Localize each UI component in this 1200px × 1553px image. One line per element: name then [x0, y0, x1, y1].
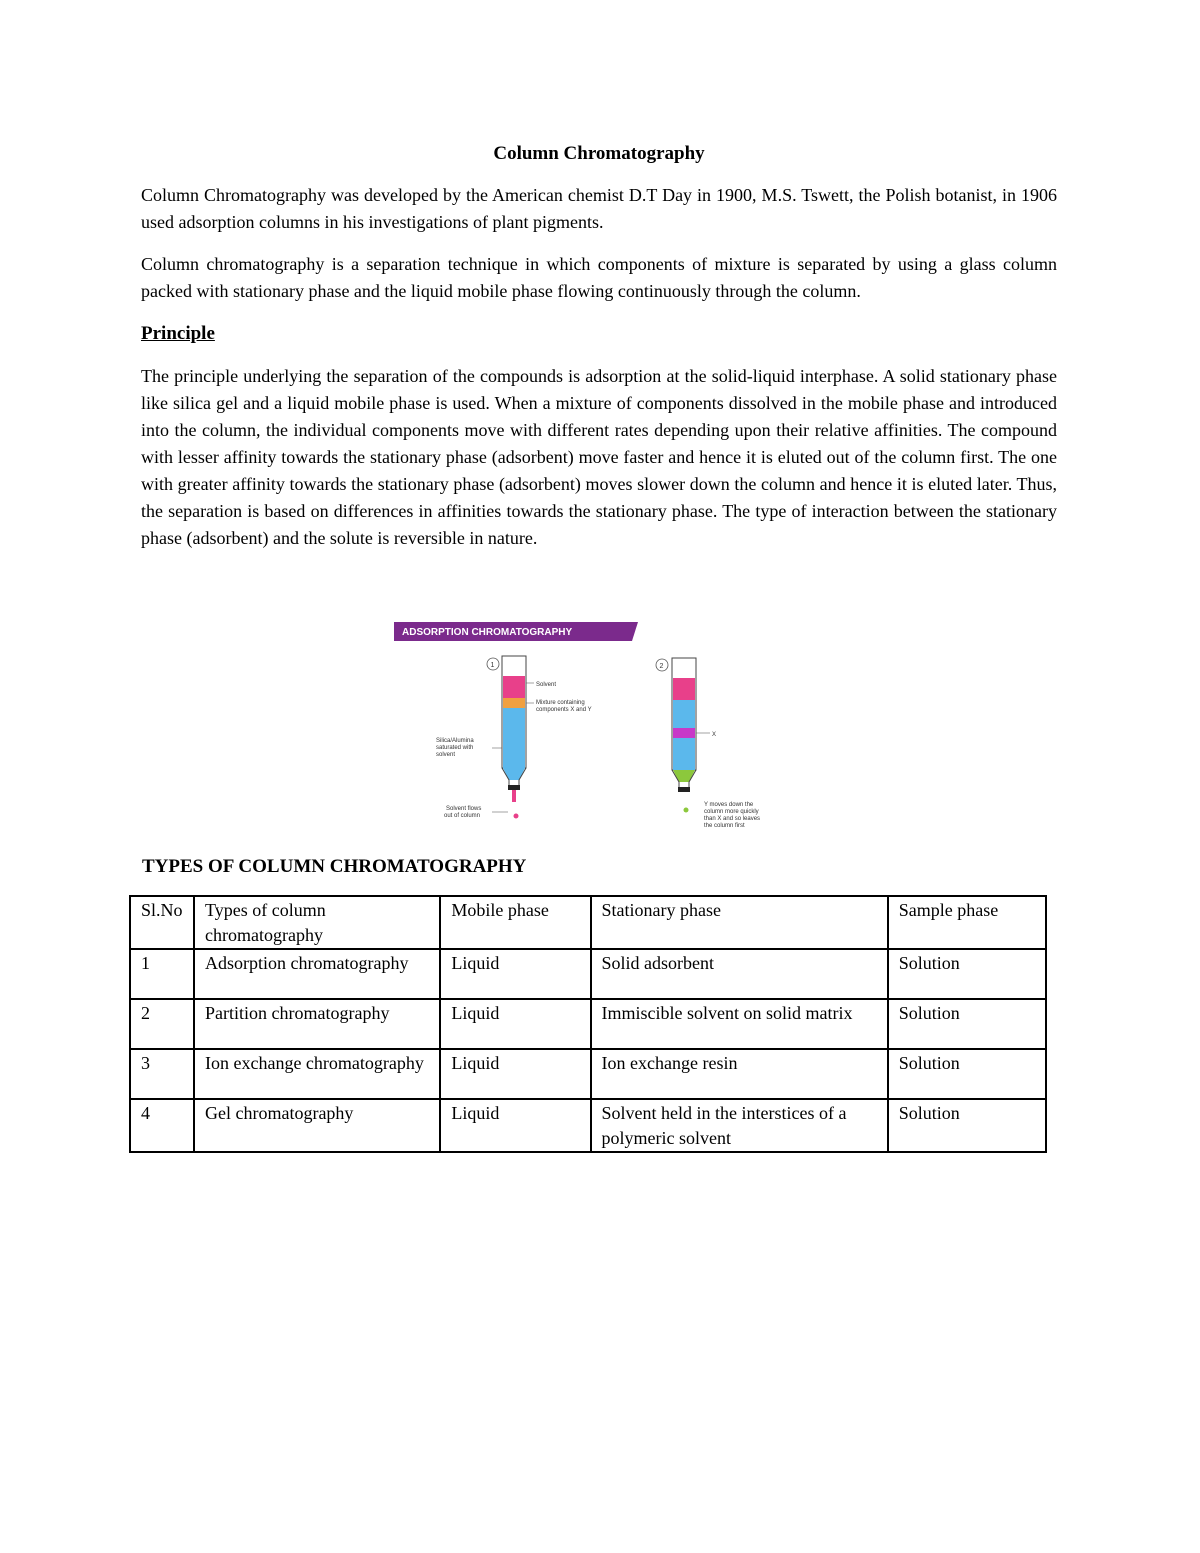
label-y-line1: Y moves down the — [704, 802, 754, 808]
cell-stationary-phase: Solvent held in the interstices of a polymeric solvent — [591, 1099, 888, 1152]
header-stationary-phase: Stationary phase — [591, 896, 888, 949]
solvent-layer — [503, 676, 525, 698]
label-y-line3: than X and so leaves — [704, 816, 761, 822]
cell-mobile-phase: Liquid — [440, 1099, 590, 1152]
label-flow-line1: Solvent flows — [446, 806, 482, 812]
stopcock-1 — [508, 785, 520, 790]
step-1-number: 1 — [490, 662, 495, 669]
cell-type: Ion exchange chromatography — [194, 1049, 440, 1099]
label-flow-line2: out of column — [444, 813, 481, 819]
cell-slno: 2 — [130, 999, 194, 1049]
table-row — [130, 999, 1046, 1049]
table-row — [130, 1049, 1046, 1099]
label-y-line2: column more quickly — [704, 809, 759, 815]
column-2 — [656, 658, 760, 829]
adsorption-chromatography-figure — [394, 620, 794, 835]
label-y-line4: the column first — [704, 823, 745, 829]
label-mixture-line1: Mixture containing — [536, 700, 585, 706]
cell-mobile-phase: Liquid — [440, 949, 590, 999]
label-silica-line2: saturated with — [436, 745, 474, 751]
solvent-layer-2 — [673, 678, 695, 700]
band-y — [673, 770, 695, 782]
cell-sample-phase: Solution — [888, 949, 1046, 999]
header-type: Types of column chromatography — [194, 896, 440, 949]
label-x: X — [712, 732, 717, 738]
definition-paragraph: Column chromatography is a separation technique in which components of mixture is separated by using a glass column packed with stationary phase and the liquid mobile phase flowing continuously through the column. — [141, 254, 1057, 301]
cell-sample-phase: Solution — [888, 1099, 1046, 1152]
label-mixture-line2: components X and Y — [536, 707, 592, 713]
types-table — [129, 895, 1047, 1153]
figure-banner-text: ADSORPTION CHROMATOGRAPHY — [402, 627, 573, 638]
cell-slno: 3 — [130, 1049, 194, 1099]
table-row — [130, 949, 1046, 999]
cell-slno: 1 — [130, 949, 194, 999]
table-header-row — [130, 896, 1046, 949]
mixture-layer — [503, 698, 525, 708]
cell-mobile-phase: Liquid — [440, 999, 590, 1049]
label-solvent: Solvent — [536, 682, 557, 688]
cell-type: Partition chromatography — [194, 999, 440, 1049]
header-sample-phase: Sample phase — [888, 896, 1046, 949]
cell-stationary-phase: Ion exchange resin — [591, 1049, 888, 1099]
drop-2 — [684, 808, 689, 813]
cell-type: Gel chromatography — [194, 1099, 440, 1152]
intro-paragraph: Column Chromatography was developed by the American chemist D.T Day in 1900, M.S. Tswett, the Polish botanist, in 1906 used adsorption columns in his investigations of plant pigments. — [141, 185, 1057, 232]
cell-stationary-phase: Immiscible solvent on solid matrix — [591, 999, 888, 1049]
table-row — [130, 1099, 1046, 1152]
cell-slno: 4 — [130, 1099, 194, 1152]
label-silica-line1: Silica/Alumina — [436, 738, 474, 744]
principle-heading: Principle — [141, 323, 215, 344]
silica-bed — [503, 708, 525, 780]
header-slno: Sl.No — [130, 896, 194, 949]
drop-1 — [514, 814, 519, 819]
cell-sample-phase: Solution — [888, 1049, 1046, 1099]
stopcock-2 — [678, 787, 690, 792]
label-silica-line3: solvent — [436, 752, 456, 758]
band-x — [673, 728, 695, 738]
principle-paragraph: The principle underlying the separation of the compounds is adsorption at the solid-liquid interphase. A solid stationary phase like silica gel and a liquid mobile phase is used. When a mixture of components dissolved in the mobile phase and introduced into the column, the individual components move with different rates depending upon their relative affinities. The compound with lesser affinity towards the stationary phase (adsorbent) move faster and hence it is eluted out of the column first. The one with greater affinity towards the stationary phase (adsorbent) moves slower down the column and hence it is eluted later. Thus, the separation is based on differences in affinities towards the stationary phase. The type of interaction between the stationary phase (adsorbent) and the solute is reversible in nature. — [141, 366, 1057, 548]
cell-sample-phase: Solution — [888, 999, 1046, 1049]
column-1 — [436, 656, 592, 819]
document-page — [141, 140, 1057, 567]
header-mobile-phase: Mobile phase — [440, 896, 590, 949]
cell-type: Adsorption chromatography — [194, 949, 440, 999]
page-title: Column Chromatography — [493, 143, 705, 164]
cell-stationary-phase: Solid adsorbent — [591, 949, 888, 999]
step-2-number: 2 — [659, 663, 664, 670]
cell-mobile-phase: Liquid — [440, 1049, 590, 1099]
types-heading: TYPES OF COLUMN CHROMATOGRAPHY — [142, 856, 527, 877]
